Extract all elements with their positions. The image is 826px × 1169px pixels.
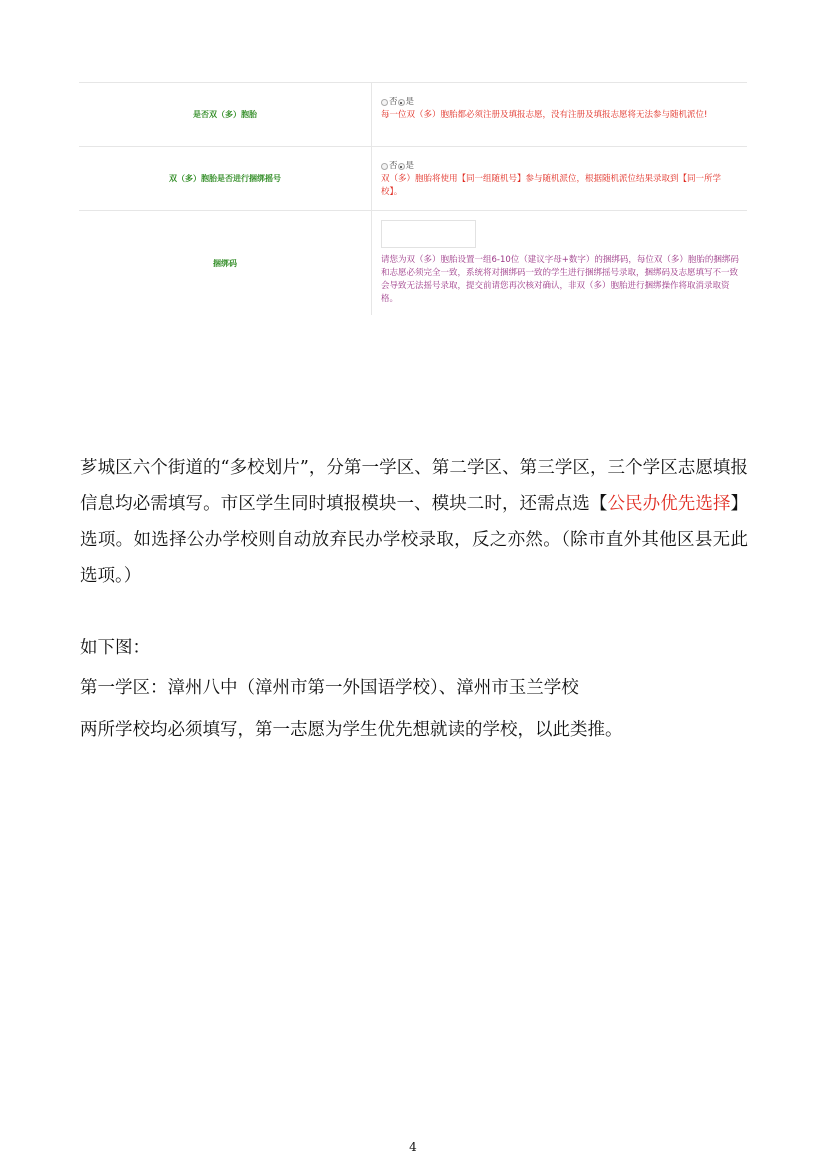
bracket-open: 【 bbox=[589, 494, 608, 514]
paragraph-part1: 芗城区六个街道的“多校划片”，分第一学区、第二学区、第三学区，三个学区志愿填报信息均必需填写。市区学生同时填报模块一、模块二时，还需点选 bbox=[80, 458, 748, 514]
bundle-code-content bbox=[381, 220, 741, 306]
body-paragraph bbox=[80, 450, 748, 594]
highlighted-option: 公民办优先选择 bbox=[607, 494, 731, 514]
bundle-code-label: 捆绑码 bbox=[213, 258, 237, 268]
radio-yes-label: 是 bbox=[405, 161, 415, 171]
column-divider bbox=[371, 211, 372, 315]
as-below-line: 如下图： bbox=[80, 638, 150, 658]
bracket-close: 】 bbox=[730, 494, 749, 514]
radio-yes-label: 是 bbox=[405, 97, 415, 107]
radio-no[interactable] bbox=[381, 163, 388, 170]
paragraph-part2: 选项。如选择公办学校则自动放弃民办学校录取，反之亦然。（除市直外其他区县无此选项。） bbox=[80, 530, 748, 586]
bundle-lottery-hint: 双（多）胞胎将使用【同一组随机号】参与随机派位，根据随机派位结果录取到【同一所学校】。 bbox=[381, 174, 722, 197]
bundle-lottery-row bbox=[79, 146, 747, 210]
twins-radio-group bbox=[381, 97, 741, 108]
bundle-radio-group bbox=[381, 161, 741, 172]
district-one-line: 第一学区：漳州八中（漳州市第一外国语学校）、漳州市玉兰学校 bbox=[80, 678, 579, 698]
radio-no-label: 否 bbox=[389, 97, 398, 107]
bundle-code-hint: 请您为双（多）胞胎设置一组6-10位（建议字母+数字）的捆绑码，每位双（多）胞胎的捆绑码和志愿必须完全一致，系统将对捆绑码一致的学生进行捆绑摇号录取，捆绑码及志愿填写不一致会导致无法摇号录取，提交前请您再次核对确认，非双（多）胞胎进行捆绑操作将取消录取资格。 bbox=[381, 255, 739, 304]
twins-hint: 每一位双（多）胞胎都必须注册及填报志愿，没有注册及填报志愿将无法参与随机派位! bbox=[381, 110, 708, 120]
bundle-lottery-label: 双（多）胞胎是否进行捆绑摇号 bbox=[169, 174, 281, 183]
radio-yes[interactable] bbox=[398, 99, 405, 106]
bundle-lottery-content bbox=[381, 161, 741, 199]
bundle-code-row bbox=[79, 210, 747, 315]
page-number: 4 bbox=[409, 1140, 417, 1154]
bundle-code-input[interactable] bbox=[381, 220, 476, 248]
column-divider bbox=[371, 147, 372, 210]
radio-no-label: 否 bbox=[389, 161, 398, 171]
twins-content bbox=[381, 97, 741, 122]
rule-line: 两所学校均必须填写，第一志愿为学生优先想就读的学校，以此类推。 bbox=[80, 720, 623, 740]
radio-no[interactable] bbox=[381, 99, 388, 106]
twins-label: 是否双（多）胞胎 bbox=[193, 110, 257, 119]
column-divider bbox=[371, 83, 372, 146]
radio-yes[interactable] bbox=[398, 163, 405, 170]
form-screenshot bbox=[79, 82, 747, 315]
twins-row bbox=[79, 82, 747, 146]
